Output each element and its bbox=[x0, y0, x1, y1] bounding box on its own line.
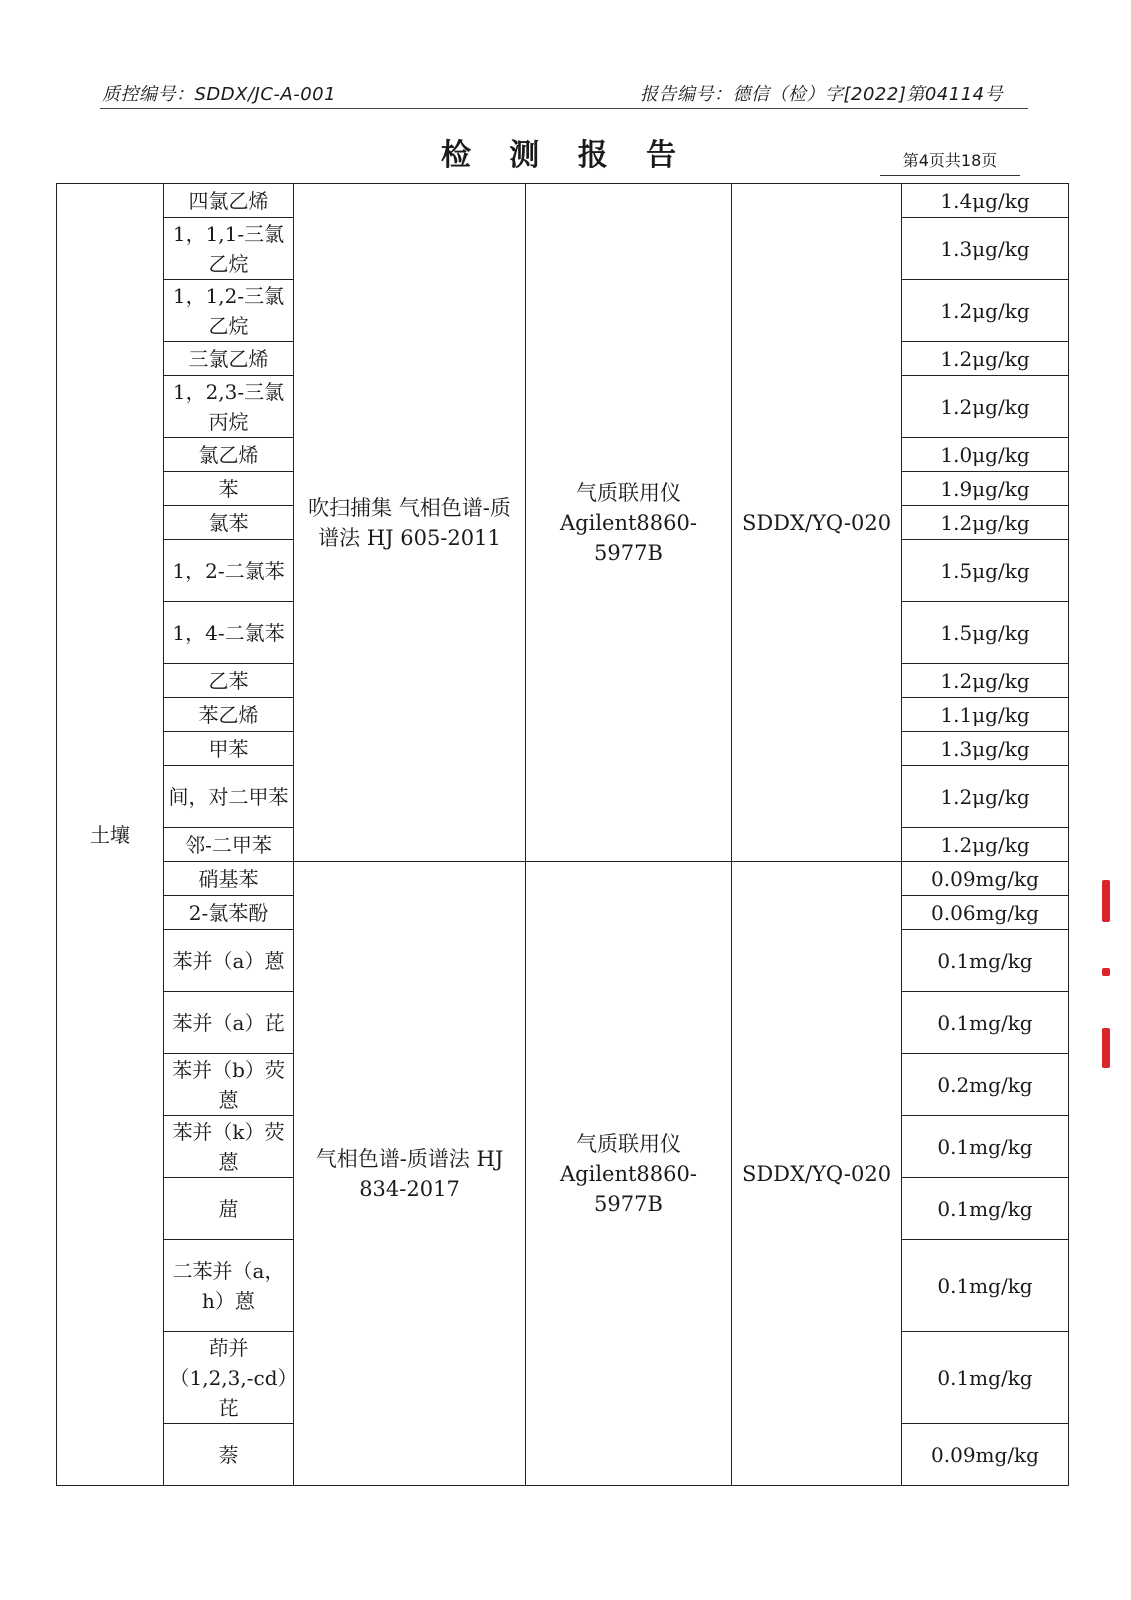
item-cell: 苯并（a）芘 bbox=[164, 992, 294, 1054]
method-cell: 吹扫捕集 气相色谱-质谱法 HJ 605-2011 bbox=[294, 184, 526, 862]
category-cell: 土壤 bbox=[57, 184, 164, 1486]
limit-cell: 0.09mg/kg bbox=[902, 862, 1069, 896]
limit-cell: 0.1mg/kg bbox=[902, 1178, 1069, 1240]
limit-cell: 0.1mg/kg bbox=[902, 1116, 1069, 1178]
seal-fragment bbox=[1102, 880, 1110, 922]
limit-cell: 0.1mg/kg bbox=[902, 930, 1069, 992]
page-title: 检 测 报 告 bbox=[440, 138, 691, 173]
item-cell: 苯并（k）荧蒽 bbox=[164, 1116, 294, 1178]
limit-cell: 0.1mg/kg bbox=[902, 992, 1069, 1054]
limit-cell: 1.9μg/kg bbox=[902, 472, 1069, 506]
limit-cell: 0.1mg/kg bbox=[902, 1332, 1069, 1424]
item-cell: 三氯乙烯 bbox=[164, 342, 294, 376]
table-row bbox=[57, 184, 1069, 218]
limit-cell: 1.4μg/kg bbox=[902, 184, 1069, 218]
instrument-cell: 气质联用仪 Agilent8860-5977B bbox=[526, 862, 732, 1486]
test-method-table bbox=[56, 183, 1069, 1486]
item-cell: 甲苯 bbox=[164, 732, 294, 766]
item-cell: 2-氯苯酚 bbox=[164, 896, 294, 930]
seal-fragment bbox=[1102, 968, 1110, 976]
item-cell: 苯乙烯 bbox=[164, 698, 294, 732]
limit-cell: 1.2μg/kg bbox=[902, 506, 1069, 540]
header-divider bbox=[100, 108, 1028, 109]
limit-cell: 1.2μg/kg bbox=[902, 664, 1069, 698]
limit-cell: 0.06mg/kg bbox=[902, 896, 1069, 930]
instrument-cell: 气质联用仪 Agilent8860-5977B bbox=[526, 184, 732, 862]
item-cell: 1，1,1-三氯乙烷 bbox=[164, 218, 294, 280]
limit-cell: 0.1mg/kg bbox=[902, 1240, 1069, 1332]
limit-cell: 1.2μg/kg bbox=[902, 376, 1069, 438]
item-cell: 1，4-二氯苯 bbox=[164, 602, 294, 664]
item-cell: 苯 bbox=[164, 472, 294, 506]
item-cell: 乙苯 bbox=[164, 664, 294, 698]
limit-cell: 1.2μg/kg bbox=[902, 828, 1069, 862]
item-cell: 茚并（1,2,3,-cd）芘 bbox=[164, 1332, 294, 1424]
item-cell: 苯并（a）蒽 bbox=[164, 930, 294, 992]
limit-cell: 0.2mg/kg bbox=[902, 1054, 1069, 1116]
limit-cell: 1.5μg/kg bbox=[902, 540, 1069, 602]
item-cell: 䓛 bbox=[164, 1178, 294, 1240]
instrument-code-cell: SDDX/YQ-020 bbox=[732, 184, 902, 862]
item-cell: 硝基苯 bbox=[164, 862, 294, 896]
limit-cell: 1.2μg/kg bbox=[902, 766, 1069, 828]
item-cell: 间，对二甲苯 bbox=[164, 766, 294, 828]
page-indicator: 第4页共18页 bbox=[880, 148, 1020, 176]
qc-number: 质控编号：SDDX/JC-A-001 bbox=[102, 84, 337, 105]
item-cell: 二苯并（a，h）蒽 bbox=[164, 1240, 294, 1332]
limit-cell: 1.2μg/kg bbox=[902, 280, 1069, 342]
limit-cell: 1.0μg/kg bbox=[902, 438, 1069, 472]
limit-cell: 1.3μg/kg bbox=[902, 218, 1069, 280]
item-cell: 1，2,3-三氯丙烷 bbox=[164, 376, 294, 438]
item-cell: 1，2-二氯苯 bbox=[164, 540, 294, 602]
item-cell: 氯乙烯 bbox=[164, 438, 294, 472]
limit-cell: 1.2μg/kg bbox=[902, 342, 1069, 376]
item-cell: 萘 bbox=[164, 1424, 294, 1486]
item-cell: 四氯乙烯 bbox=[164, 184, 294, 218]
table-row bbox=[57, 862, 1069, 896]
limit-cell: 0.09mg/kg bbox=[902, 1424, 1069, 1486]
limit-cell: 1.1μg/kg bbox=[902, 698, 1069, 732]
limit-cell: 1.3μg/kg bbox=[902, 732, 1069, 766]
seal-fragment bbox=[1102, 1028, 1110, 1068]
item-cell: 邻-二甲苯 bbox=[164, 828, 294, 862]
item-cell: 苯并（b）荧蒽 bbox=[164, 1054, 294, 1116]
instrument-code-cell: SDDX/YQ-020 bbox=[732, 862, 902, 1486]
item-cell: 氯苯 bbox=[164, 506, 294, 540]
report-number: 报告编号：德信（检）字[2022]第04114号 bbox=[640, 84, 1004, 105]
method-cell: 气相色谱-质谱法 HJ 834-2017 bbox=[294, 862, 526, 1486]
item-cell: 1，1,2-三氯乙烷 bbox=[164, 280, 294, 342]
limit-cell: 1.5μg/kg bbox=[902, 602, 1069, 664]
